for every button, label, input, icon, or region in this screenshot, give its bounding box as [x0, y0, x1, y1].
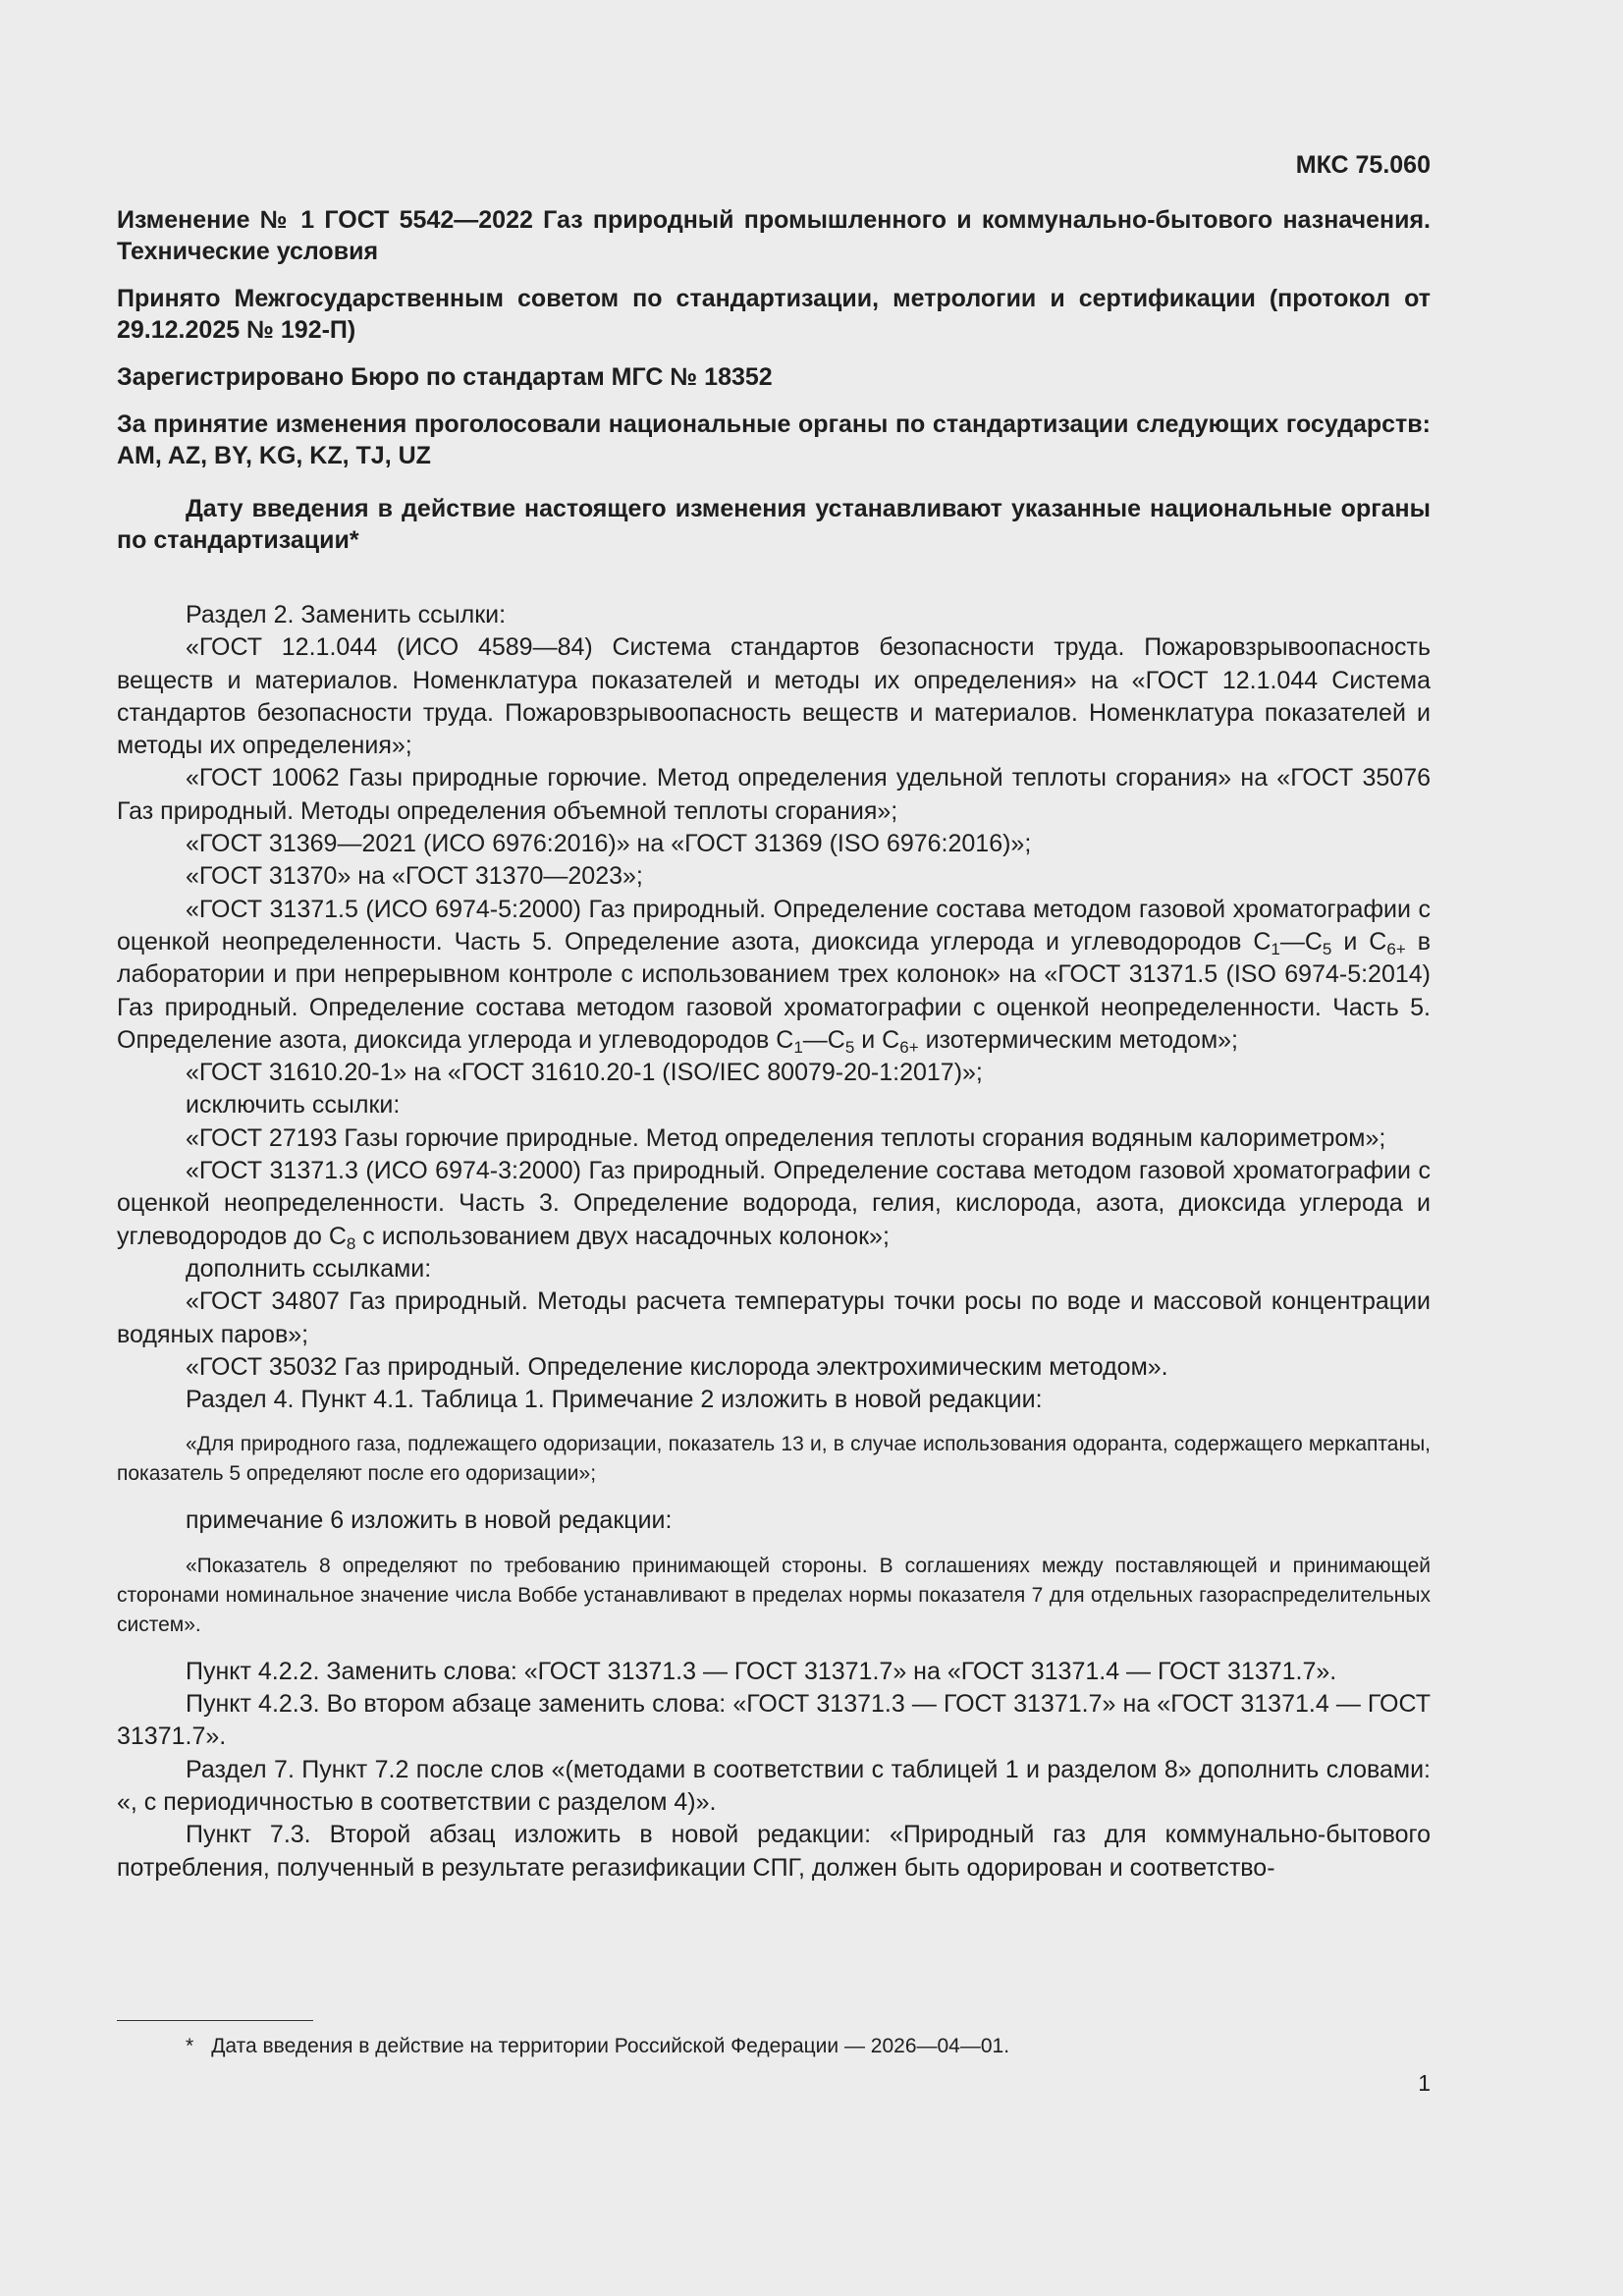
- change-title: Изменение № 1 ГОСТ 5542—2022 Газ природный промышленного и коммунально-бытового назначения. Технические условия: [117, 206, 1431, 265]
- paragraph: «ГОСТ 12.1.044 (ИСО 4589—84) Система стандартов безопасности труда. Пожаровзрывоопасность веществ и материалов. Номенклатура показателей и методы их определения» на «ГОСТ 12.1.044 Система стандартов безопасности труда. Пожаровзрывоопасность веществ и материалов. Номенклатура показателей и методы их определения»;: [117, 633, 1431, 760]
- quoted-note-6: «Показатель 8 определяют по требованию принимающей стороны. В соглашениях между поставляющей и принимающей сторонами номинальное значение числа Воббе устанавливают в пределах нормы показателя 7 для отдельных газораспределительных систем».: [117, 1554, 1431, 1636]
- quoted-note-2: «Для природного газа, подлежащего одоризации, показатель 13 и, в случае использования одоранта, содержащего меркаптаны, показатель 5 определяют после его одоризации»;: [117, 1433, 1431, 1486]
- paragraph: «ГОСТ 34807 Газ природный. Методы расчета температуры точки росы по воде и массовой концентрации водяных паров»;: [117, 1287, 1431, 1348]
- adopted-statement: Принято Межгосударственным советом по стандартизации, метрологии и сертификации (протокол от 29.12.2025 № 192-П): [117, 285, 1431, 344]
- paragraph: Пункт 7.3. Второй абзац изложить в новой редакции: «Природный газ для коммунально-бытового потребления, полученный в результате регазификации СПГ, должен быть одорирован и соответство-: [117, 1821, 1431, 1882]
- paragraph: примечание 6 изложить в новой редакции:: [186, 1506, 673, 1535]
- paragraph: «ГОСТ 27193 Газы горючие природные. Метод определения теплоты сгорания водяным калориметром»;: [186, 1123, 1386, 1152]
- paragraph: Пункт 4.2.2. Заменить слова: «ГОСТ 31371.3 — ГОСТ 31371.7» на «ГОСТ 31371.4 — ГОСТ 31371.7».: [186, 1657, 1337, 1685]
- paragraph: «ГОСТ 31610.20-1» на «ГОСТ 31610.20-1 (ISO/IEC 80079-20-1:2017)»;: [186, 1059, 983, 1087]
- paragraph: дополнить ссылками:: [186, 1254, 432, 1283]
- paragraph: «ГОСТ 10062 Газы природные горючие. Метод определения удельной теплоты сгорания» на «ГОСТ 35076 Газ природный. Методы определения объемной теплоты сгорания»;: [117, 764, 1431, 825]
- registration-statement: Зарегистрировано Бюро по стандартам МГС № 18352: [117, 363, 773, 391]
- change-body: [117, 599, 1431, 1885]
- page-content: [117, 147, 1431, 1885]
- footnote: [186, 2032, 1009, 2061]
- paragraph-gost-31371-3: «ГОСТ 31371.3 (ИСО 6974-3:2000) Газ природный. Определение состава методом газовой хроматографии с оценкой неопределенности. Часть 3. Определение водорода, гелия, кислорода, азота, диоксида углерода и углеводородов до $C_8$ с использованием двух насадочных колонок»;: [117, 1157, 1431, 1253]
- paragraph-gost-31371-5: «ГОСТ 31371.5 (ИСО 6974-5:2000) Газ природный. Определение состава методом газовой хроматографии с оценкой неопределенности. Часть 5. Определение азота, диоксида углерода и углеводородов $C_1—C_5$ и $C_{6+}$ в лаборатории и при непрерывном контроле с использованием трех колонок» на «ГОСТ 31371.5 (ISO 6974-5:2014) Газ природный. Определение состава методом газовой хроматографии с оценкой неопределенности. Часть 5. Определение азота, диоксида углерода и углеводородов $C_1—C_5$ и $C_{6+}$ изотермическим методом»;: [117, 895, 1431, 1057]
- paragraph: Раздел 7. Пункт 7.2 после слов «(методами в соответствии с таблицей 1 и разделом 8» дополнить словами: «, с периодичностью в соответствии с разделом 4)».: [117, 1755, 1431, 1816]
- paragraph: «ГОСТ 35032 Газ природный. Определение кислорода электрохимическим методом».: [186, 1352, 1168, 1381]
- paragraph: исключить ссылки:: [186, 1091, 401, 1120]
- paragraph: «ГОСТ 31370» на «ГОСТ 31370—2023»;: [186, 862, 643, 891]
- footnote-text: Дата введения в действие на территории Российской Федерации — 2026—04—01.: [211, 2035, 1010, 2057]
- paragraph: «ГОСТ 31369—2021 (ИСО 6976:2016)» на «ГОСТ 31369 (ISO 6976:2016)»;: [186, 830, 1032, 858]
- page-number: 1: [1418, 2070, 1431, 2096]
- footnote-divider: [117, 2020, 313, 2021]
- footnote-marker: *: [186, 2035, 194, 2057]
- mks-code: МКС 75.060: [1295, 151, 1431, 179]
- effective-date-statement: Дату введения в действие настоящего изменения устанавливают указанные национальные органы по стандартизации*: [117, 495, 1431, 554]
- paragraph: Пункт 4.2.3. Во втором абзаце заменить слова: «ГОСТ 31371.3 — ГОСТ 31371.7» на «ГОСТ 31371.4 — ГОСТ 31371.7».: [117, 1690, 1431, 1751]
- paragraph: Раздел 2. Заменить ссылки:: [186, 601, 507, 629]
- voting-statement: За принятие изменения проголосовали национальные органы по стандартизации следующих государств: AM, AZ, BY, KG, KZ, TJ, UZ: [117, 410, 1431, 469]
- paragraph: Раздел 4. Пункт 4.1. Таблица 1. Примечание 2 изложить в новой редакции:: [186, 1386, 1043, 1414]
